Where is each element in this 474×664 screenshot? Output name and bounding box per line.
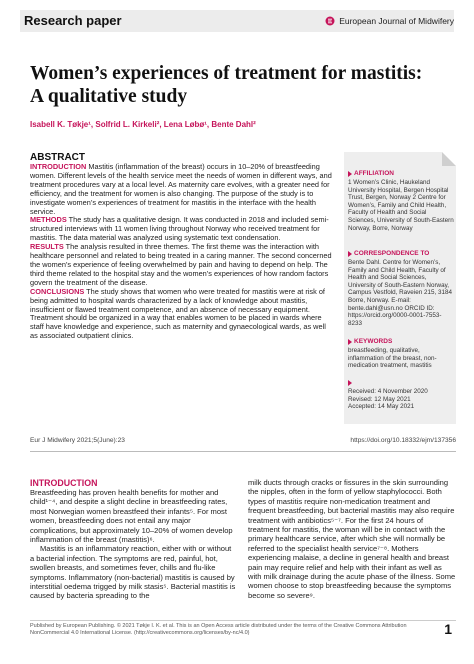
received-date: Received: 4 November 2020 (348, 388, 428, 395)
abstract-introduction-text: Mastitis (inflammation of the breast) occurs in 10–20% of breastfeeding women. Different levels of the health service meet the needs of women in different ways, and treatment procedures vary at a local level. As maternity care evolves, with a greater need for efficiency, and the treatment for women is also changing. The purpose of the study is to investigate women’s experiences of treatment for mastitis in the interface with the health service. (30, 162, 332, 216)
intro-paragraph-3: milk ducts through cracks or fissures in the skin surrounding the nipples, often in the form of yellow staphylococci. Both types of mastitis require non-medication treatment and frequent breastfeeding, but bacterial mastitis may also require treatment with antibiotics⁵⁻⁷. For the first 24 hours of treatment for mastitis, the woman will be in contact with the primary healthcare service, after which she will normally be referred to the specialist health service⁷⁻⁸. Mothers experiencing malaise, a decline in general health and breast pain may require relief and help with their infant as well as with milk drainage during the acute phase of the illness. Some women choose to stop breastfeeding because the symptoms become so severe⁹. (248, 478, 456, 600)
abstract-introduction (30, 163, 335, 216)
keywords-text: breastfeeding, qualitative, inflammation of the breast, non-medication treatment, mastitis (348, 347, 437, 370)
accepted-date: Accepted: 14 May 2021 (348, 403, 415, 411)
journal-name: European Journal of Midwifery (339, 16, 454, 26)
page-number: 1 (444, 621, 452, 637)
revised-date: Revised: 12 May 2021 (348, 395, 411, 403)
keywords-heading (348, 338, 454, 345)
abstract-conclusions-label: CONCLUSIONS (30, 286, 85, 296)
article-title (30, 62, 450, 108)
abstract-results-text: The analysis resulted in three themes. The first theme was the interaction with healthcare personnel and related to being treated in a caring manner. The second concerned the women’s experience of feeling overwhelmed by pain and having to depend on help. The third theme related to the hospital stay and the women’s experiences of how random factors govern the treatment of the disease. (30, 242, 332, 287)
abstract-conclusions-text: The study shows that women who were treated for mastitis were at risk of being admitted to hospital wards characterized by a lack of knowledge about mastitis, insufficient or flawed treatment competence, and an absence of necessary equipment. Treatment should be organized in a way that enables women to be placed in wards where staff have knowledge and experience, such as maternity and gynaecological wards, as well as associated outpatient clinics. (30, 286, 326, 341)
triangle-bullet-icon (348, 339, 352, 345)
abstract-methods-text: The study has a qualitative design. It was conducted in 2018 and included semi-structured interviews with 11 women living throughout Norway who received treatment for mastitis. The data material was analyzed using systematic text condensation. (30, 215, 329, 243)
abstract-results (30, 243, 335, 288)
correspondence-heading (348, 250, 454, 257)
dates-marker (348, 380, 454, 386)
abstract-results-label: RESULTS (30, 242, 64, 252)
correspondence-heading-text: CORRESPONDENCE TO (354, 250, 430, 257)
dates-block (348, 380, 454, 411)
dates-text (348, 388, 454, 411)
section-label: Research paper (24, 13, 122, 28)
doi-link[interactable]: https://doi.org/10.18332/ejm/137356 (350, 437, 456, 444)
body-column-right (248, 478, 456, 600)
keywords-block (348, 338, 454, 370)
affiliation-text: 1 Women’s Clinic, Haukeland University Hospital, Bergen Hospital Trust, Bergen, Norway 2 Centre for Women’s, Family and Child Health, Faculty of Health and Social Sciences, University of South-Eastern Norway, Borre, Norway (348, 179, 454, 232)
title-line-1: Women’s experiences of treatment for mastitis: (30, 63, 423, 84)
abstract-body (30, 163, 335, 341)
affiliation-block (348, 170, 454, 232)
correspondence-text: Bente Dahl. Centre for Women’s, Family and Child Health, Faculty of Health and Social Sciences, University of South-Eastern Norway, Campus Vestfold, Raveien 215, 3184 Borre, Norway. E-mail: bente.dahl@usn.no ORCID ID: https://orcid.org/0000-0001-7553-8233 (348, 259, 452, 327)
ejm-logo-icon (325, 16, 335, 26)
citation-row (30, 437, 456, 444)
abstract-methods-label: METHODS (30, 215, 67, 225)
section-divider (30, 451, 456, 452)
license-notice: Published by European Publishing. © 2021 Tøkje I. K. et al. This is an Open Access article distributed under the terms of the Creative Commons Attribution NonCommercial 4.0 International License. (http://creativecommons.org/licenses/by-nc/4.0) (30, 623, 407, 636)
abstract-introduction-label: INTRODUCTION (30, 162, 87, 171)
title-line-2: A qualitative study (30, 86, 188, 107)
triangle-bullet-icon (348, 171, 352, 177)
article-info-sidebar (344, 152, 456, 424)
author-list: Isabell K. Tøkje¹, Solfrid L. Kirkeli², Lena Løbø¹, Bente Dahl² (30, 120, 256, 129)
affiliation-heading-text: AFFILIATION (354, 170, 394, 177)
body-column-left (30, 488, 236, 601)
abstract-heading: ABSTRACT (30, 152, 85, 163)
affiliation-heading (348, 170, 454, 177)
page-fold-corner (442, 152, 456, 166)
correspondence-block (348, 250, 454, 327)
abstract-conclusions (30, 288, 335, 341)
journal-citation: Eur J Midwifery 2021;5(June):23 (30, 437, 125, 444)
journal-brand (325, 10, 454, 32)
introduction-heading: INTRODUCTION (30, 478, 98, 488)
intro-paragraph-1: Breastfeeding has proven health benefits for mother and child¹⁻⁴, and despite a slight decline in breastfeeding rates, most Norwegian women breastfeed their infants⁵. For most women, breastfeeding does not entail any major complications, but approximately 10–20% of women develop inflammation of the breast (mastitis)⁶. (30, 488, 233, 545)
abstract-methods (30, 216, 335, 243)
intro-paragraph-2: Mastitis is an inflammatory reaction, either with or without a bacterial infection. The symptoms are red, painful, hot, swollen breasts, and sometimes fever, chills and flu-like symptoms. Inflammatory (non-bacterial) mastitis is caused by interstitial oedema trigged by milk stasis⁵. Bacterial mastitis is caused by bacteria spreading to the (30, 544, 236, 601)
triangle-bullet-icon (348, 251, 352, 257)
keywords-heading-text: KEYWORDS (354, 338, 393, 345)
footer-divider (30, 620, 456, 621)
page-header (0, 0, 474, 42)
triangle-bullet-icon (348, 380, 352, 386)
